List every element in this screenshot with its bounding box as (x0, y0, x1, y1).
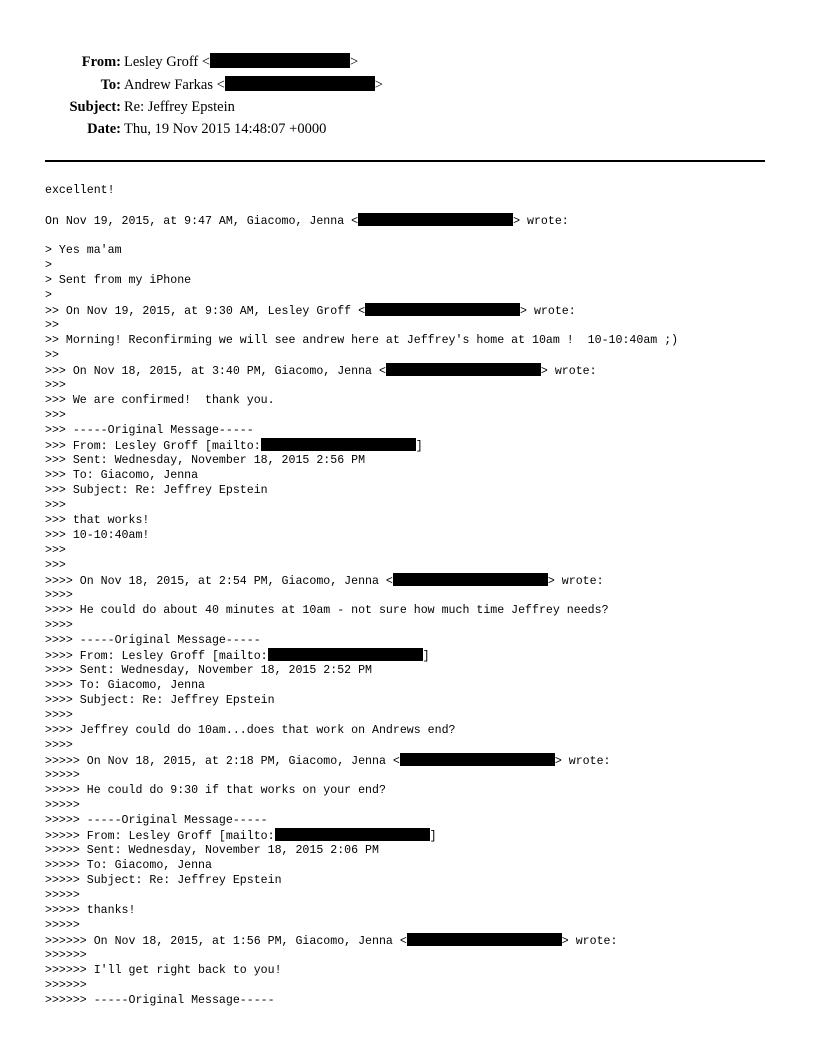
body-line-text: ] (429, 830, 437, 843)
body-line: >>>> (45, 709, 73, 722)
date-label-box (0, 119, 121, 139)
body-line: >>>> To: Giacomo, Jenna (45, 679, 206, 692)
to-label-box (0, 75, 121, 95)
from-label-box (0, 52, 121, 72)
body-line-text: ] (422, 650, 430, 663)
body-line-text: ] (415, 440, 423, 453)
body-line: > Sent from my iPhone (45, 274, 192, 287)
redaction-block (261, 438, 416, 451)
body-line (45, 363, 785, 378)
body-line-text: > wrote: (561, 935, 618, 948)
body-line: >>> To: Giacomo, Jenna (45, 469, 199, 482)
body-line (45, 213, 785, 228)
body-line-text: >>> From: Lesley Groff [mailto: (45, 440, 261, 453)
body-line-text: > wrote: (520, 305, 576, 318)
subject-label-box (0, 97, 121, 117)
body-line: >>>>> (45, 769, 80, 782)
body-line: >>>>> To: Giacomo, Jenna (45, 859, 212, 872)
from-value (124, 52, 358, 72)
from-name: Lesley Groff < (124, 54, 211, 70)
body-line: >>>>>> (45, 979, 87, 992)
body-line: >>>> (45, 619, 73, 632)
body-line-text: >>>>> On Nov 18, 2015, at 2:18 PM, Giacomo, Jenna < (45, 755, 400, 768)
body-line: >>>>> Subject: Re: Jeffrey Epstein (45, 874, 282, 887)
body-line: >> (45, 319, 59, 332)
body-line: excellent! (45, 184, 115, 197)
body-line-text: >> On Nov 19, 2015, at 9:30 AM, Lesley Groff < (45, 305, 366, 318)
from-end: > (350, 54, 359, 70)
body-line: >>> We are confirmed! thank you. (45, 394, 275, 407)
body-line-text: >>>> From: Lesley Groff [mailto: (45, 650, 268, 663)
redaction-block (268, 648, 423, 661)
body-line: >>>>>> -----Original Message----- (45, 994, 275, 1007)
body-line-text: >>>>>> On Nov 18, 2015, at 1:56 PM, Giacomo, Jenna < (45, 935, 407, 948)
body-line: >>>> Sent: Wednesday, November 18, 2015 2:52 PM (45, 664, 372, 677)
body-line: >>>>> (45, 889, 80, 902)
body-line (45, 303, 785, 318)
body-line: >>> (45, 379, 66, 392)
date-label: Date: (87, 121, 121, 137)
body-line-text: > wrote: (554, 755, 611, 768)
body-line: >>> (45, 499, 66, 512)
body-line: >> Morning! Reconfirming we will see andrew here at Jeffrey's home at 10am ! 10-10:40am ;) (45, 334, 679, 347)
body-line (45, 933, 785, 948)
body-line: >>>>> He could do 9:30 if that works on your end? (45, 784, 386, 797)
body-line: >>>>> Sent: Wednesday, November 18, 2015 2:06 PM (45, 844, 379, 857)
from-label: From: (81, 54, 121, 70)
body-line-text: >>>>> From: Lesley Groff [mailto: (45, 830, 275, 843)
body-line: >>>>>> (45, 949, 87, 962)
body-line (45, 228, 785, 243)
redaction-block (400, 753, 555, 766)
body-line: >>>>> -----Original Message----- (45, 814, 268, 827)
to-end: > (374, 77, 383, 93)
body-line: >>>> (45, 589, 73, 602)
body-line: >>>> Jeffrey could do 10am...does that work on Andrews end? (45, 724, 456, 737)
body-line: >>> (45, 409, 66, 422)
body-line: >>> Subject: Re: Jeffrey Epstein (45, 484, 268, 497)
body-line (45, 828, 785, 843)
subject-value: Re: Jeffrey Epstein (124, 99, 235, 115)
body-line-text: > wrote: (547, 575, 604, 588)
body-line: >>>> He could do about 40 minutes at 10am - not sure how much time Jeffrey needs? (45, 604, 609, 617)
body-line: >>> (45, 559, 66, 572)
body-line: > (45, 259, 52, 272)
body-line: >>>>>> I'll get right back to you! (45, 964, 282, 977)
redaction-block (275, 828, 430, 841)
body-line: >>> 10-10:40am! (45, 529, 150, 542)
body-line: >>>>> thanks! (45, 904, 136, 917)
email-body (45, 183, 785, 1008)
date-value: Thu, 19 Nov 2015 14:48:07 +0000 (124, 121, 327, 137)
body-line: > Yes ma'am (45, 244, 122, 257)
header-divider (45, 160, 765, 162)
body-line (45, 573, 785, 588)
body-line (45, 438, 785, 453)
body-line: >>>> (45, 739, 73, 752)
subject-label: Subject: (69, 99, 121, 115)
body-line (45, 648, 785, 663)
redaction-block (407, 933, 562, 946)
body-line: >>> (45, 544, 66, 557)
body-line: >>>> -----Original Message----- (45, 634, 261, 647)
redaction-block (393, 573, 548, 586)
body-line-text: >>> On Nov 18, 2015, at 3:40 PM, Giacomo, Jenna < (45, 365, 386, 378)
body-line: >>> -----Original Message----- (45, 424, 254, 437)
body-line-text: On Nov 19, 2015, at 9:47 AM, Giacomo, Jenna < (45, 215, 359, 228)
redaction-block (210, 53, 350, 68)
redaction-block (365, 303, 520, 316)
body-line: > (45, 289, 52, 302)
body-line-text: > wrote: (540, 365, 597, 378)
redaction-block (358, 213, 513, 226)
redaction-block (225, 76, 375, 91)
to-value (124, 75, 383, 95)
redaction-block (386, 363, 541, 376)
body-line: >> (45, 349, 59, 362)
body-line: >>>>> (45, 799, 80, 812)
body-line: >>> Sent: Wednesday, November 18, 2015 2:56 PM (45, 454, 366, 467)
body-line: >>>>> (45, 919, 80, 932)
body-line-text: > wrote: (513, 215, 569, 228)
to-label: To: (100, 77, 121, 93)
body-line: >>>> Subject: Re: Jeffrey Epstein (45, 694, 275, 707)
body-line-text: >>>> On Nov 18, 2015, at 2:54 PM, Giacomo, Jenna < (45, 575, 393, 588)
to-name: Andrew Farkas < (124, 77, 225, 93)
body-line (45, 198, 785, 213)
body-line: >>> that works! (45, 514, 150, 527)
body-line (45, 753, 785, 768)
